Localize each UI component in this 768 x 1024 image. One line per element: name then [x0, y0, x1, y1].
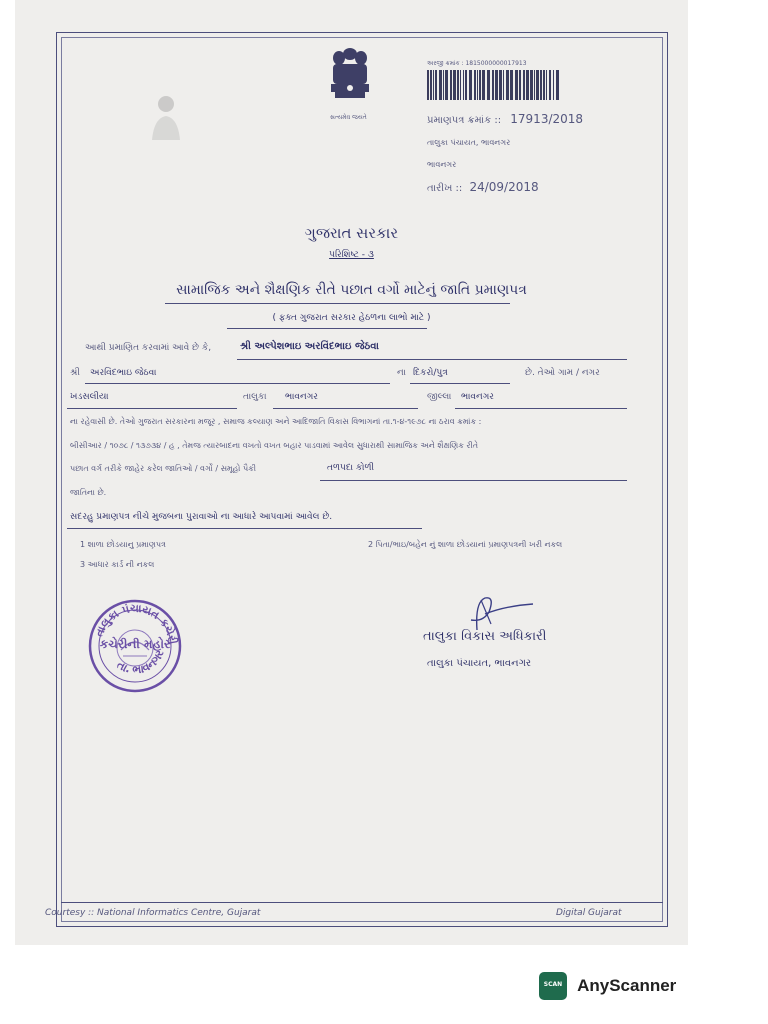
barcode-bar [474, 70, 476, 100]
barcode-bar [445, 70, 448, 100]
barcode-bar [435, 70, 437, 100]
barcode-bar [536, 70, 539, 100]
caste-name: તળપદા કોળી [327, 463, 375, 473]
digital-gujarat-brand: Digital Gujarat [556, 908, 622, 918]
taluka-name: ભાવનગર [285, 392, 318, 402]
officer-office: તાલુકા પંચાયત, ભાવનગર [427, 658, 532, 669]
barcode-bar [543, 70, 545, 100]
paragraph-line-4: જાતિના છે. [70, 488, 107, 497]
barcode-bar [453, 70, 456, 100]
national-emblem-icon [321, 44, 379, 110]
applicant-photo-faded [140, 88, 192, 150]
evidence-item-3: 3 આધાર કાર્ડ ની નકલ [80, 560, 155, 569]
barcode-bar [499, 70, 502, 100]
barcode-bar [427, 70, 429, 100]
barcode-bar [526, 70, 529, 100]
emblem-caption: સત્યમેવ જયતે [330, 114, 367, 121]
certificate-number-label: પ્રમાણપત્ર ક્રમાંક :: [427, 115, 502, 126]
paragraph-line-2: બીસીઆર / ૧૦૭૮ / ૧૩૭૩૪ / હ , તેમજ ત્યારબાદના વખતો વખત બહાર પાડવામાં આવેલ સુધારાથી સામાજિક અને શૈક્ષણિક રીતે [70, 441, 479, 450]
issue-date-value: 24/09/2018 [469, 180, 539, 194]
scan-badge-text: SCAN [543, 981, 563, 988]
of-label: ના [397, 368, 406, 378]
issue-date [427, 180, 539, 194]
certificate-subtitle: ( ફક્ત ગુજરાત સરકાર હેઠળના લાભો માટે ) [272, 313, 431, 323]
barcode-bar [523, 70, 525, 100]
barcode-bar [460, 70, 461, 100]
applicant-name: શ્રી અલ્પેશભાઇ અરવિંદભાઇ જેઠવા [240, 341, 379, 352]
barcode-bar [534, 70, 535, 100]
barcode-bar [469, 70, 472, 100]
office-line-1: તાલુકા પંચાયત, ભાવનગર [427, 138, 511, 147]
issue-date-label: તારીખ :: [427, 183, 463, 194]
certify-text: આથી પ્રમાણિત કરવામાં આવે છે કે, [85, 343, 212, 353]
barcode-bar [457, 70, 459, 100]
office-seal [87, 598, 183, 694]
svg-text:તાલુકા પંચાયત કચેરી: તાલુકા પંચાયત કચેરી [92, 601, 180, 646]
barcode-bar [482, 70, 485, 100]
barcode-bar [477, 70, 478, 100]
courtesy-text: Courtesy :: National Informatics Centre, Gujarat [45, 908, 261, 918]
barcode-bar [439, 70, 442, 100]
officer-title: તાલુકા વિકાસ અધિકારી [423, 629, 547, 644]
barcode-bar [540, 70, 542, 100]
certificate-number-value: 17913/2018 [510, 112, 584, 126]
paragraph-line-1: ના રહેવાસી છે. તેઓ ગુજરાત સરકારના મજૂર , સમાજ કલ્યાણ અને આદિજાતિ વિકાસ વિભાગનાં તા.૧-૪-૧૯૭૮ ના ઠરાવ ક્રમાંક : [70, 417, 482, 426]
barcode-bar [465, 70, 467, 100]
father-name: અરવિંદભાઇ જેઠવા [90, 368, 157, 378]
barcode-bar [519, 70, 521, 100]
district-label: જીલ્લા [427, 392, 452, 402]
svg-text:તા. ભાવનગર: તા. ભાવનગર [114, 648, 167, 677]
barcode-bar [433, 70, 434, 100]
barcode-bar [546, 70, 547, 100]
office-line-2: ભાવનગર [427, 160, 457, 169]
barcode-bar [487, 70, 490, 100]
annex-label: પરિશિષ્ટ - ૩ [329, 250, 374, 260]
svg-text:કચેરીની મહોર: કચેરીની મહોર [99, 637, 171, 651]
barcode-bar [495, 70, 498, 100]
paragraph-line-3: પછાત વર્ગ તરીકે જાહેર કરેલ જાતિઓ / વર્ગો / સમૂહો પૈકી [70, 464, 257, 473]
barcode-bar [463, 70, 464, 100]
district-name: ભાવનગર [461, 392, 494, 402]
barcode-bar [492, 70, 494, 100]
evidence-item-1: 1 શાળા છોડયાનુ પ્રમાણપત્ર [80, 540, 166, 549]
certificate-number [427, 112, 583, 126]
taluka-label: તાલુકા [243, 392, 267, 402]
scanned-paper [15, 0, 688, 945]
village-name: ખડસલીયા [70, 392, 109, 402]
barcode [427, 70, 559, 106]
village-label: છે. તેઓ ગામ / નગર [525, 368, 600, 378]
barcode-bar [443, 70, 444, 100]
application-number-label: અરજી ક્રમાંક : 1815000000017913 [427, 60, 527, 67]
certificate-title: સામાજિક અને શૈક્ષણિક રીતે પછાત વર્ગો માટેનું જાતિ પ્રમાણપત્ર [176, 282, 527, 298]
barcode-bar [479, 70, 481, 100]
anyscanner-watermark [539, 972, 676, 1000]
scan-app-icon [539, 972, 567, 1000]
barcode-bar [506, 70, 509, 100]
government-title: ગુજરાત સરકાર [304, 224, 399, 242]
barcode-bar [503, 70, 504, 100]
evidence-item-2: 2 પિતા/ભાઇ/બહેન નું શાળા છોડયાનાં પ્રમાણપત્રની ખરી નકલ [368, 540, 563, 549]
barcode-bar [510, 70, 513, 100]
barcode-bar [553, 70, 554, 100]
shri-label: શ્રી [70, 368, 80, 378]
barcode-bar [549, 70, 551, 100]
barcode-bar [430, 70, 432, 100]
barcode-bar [556, 70, 559, 100]
barcode-bar [515, 70, 518, 100]
relation: દિકરો/પુત્ર [413, 368, 448, 378]
anyscanner-label: AnyScanner [577, 976, 677, 995]
barcode-bar [450, 70, 452, 100]
barcode-bar [530, 70, 533, 100]
evidence-heading: સદરહુ પ્રમાણપત્ર નીચે મુજબના પુરાવાઓ ના આધારે આપવામાં આવેલ છે. [70, 512, 333, 522]
